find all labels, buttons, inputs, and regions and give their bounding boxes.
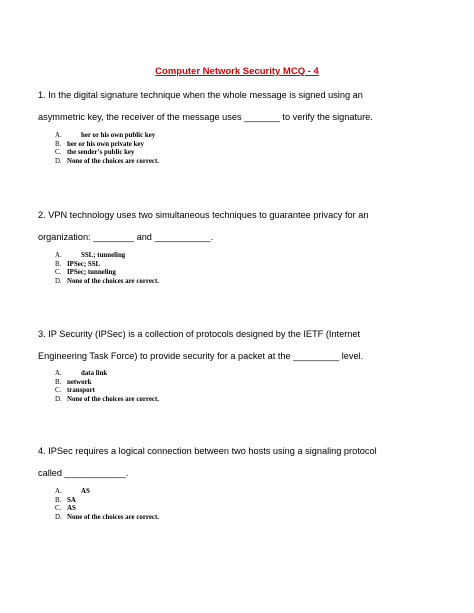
option-a: A. data link [55, 370, 108, 377]
question-1-line-2: asymmetric key, the receiver of the message uses _______ to verify the signature. [38, 112, 373, 122]
question-3 [38, 323, 438, 367]
option-d: D. None of the choices are correct. [55, 395, 159, 403]
question-3-line-2: Engineering Task Force) to provide security for a packet at the _________ level. [38, 351, 364, 361]
option-a: A. SSL; tunneling [55, 252, 126, 259]
question-2 [38, 204, 438, 248]
question-1 [38, 84, 438, 128]
question-1-line-1: 1. In the digital signature technique when the whole message is signed using an [38, 90, 363, 100]
question-4-line-1: 4. IPSec requires a logical connection between two hosts using a signaling protocol [38, 446, 377, 456]
option-b: B. IPSec; SSL [55, 260, 101, 268]
question-2-line-2: organization: ________ and ___________. [38, 232, 214, 242]
option-c: C. AS [55, 505, 76, 513]
option-d: D. None of the choices are correct. [55, 157, 159, 165]
question-3-options [55, 370, 355, 404]
question-1-options [55, 132, 355, 166]
option-b: B. network [55, 378, 92, 386]
option-c: C. IPSec; tunneling [55, 269, 116, 277]
question-2-options [55, 252, 355, 286]
option-a: A. her or his own public key [55, 132, 156, 139]
question-4 [38, 440, 438, 484]
document-title: Computer Network Security MCQ - 4 [155, 66, 319, 77]
question-2-line-1: 2. VPN technology uses two simultaneous techniques to guarantee privacy for an [38, 210, 369, 220]
option-b: B. SA [55, 496, 76, 504]
option-c: C. transport [55, 387, 95, 395]
option-c: C. the sender’s public key [55, 149, 135, 157]
option-b: B. her or his own private key [55, 140, 144, 148]
option-a: A. AS [55, 488, 90, 495]
option-d: D. None of the choices are correct. [55, 513, 159, 521]
question-4-options [55, 488, 355, 522]
question-3-line-1: 3. IP Security (IPSec) is a collection of protocols designed by the IETF (Internet [38, 329, 361, 339]
question-4-line-2: called ____________. [38, 468, 129, 478]
option-d: D. None of the choices are correct. [55, 277, 159, 285]
